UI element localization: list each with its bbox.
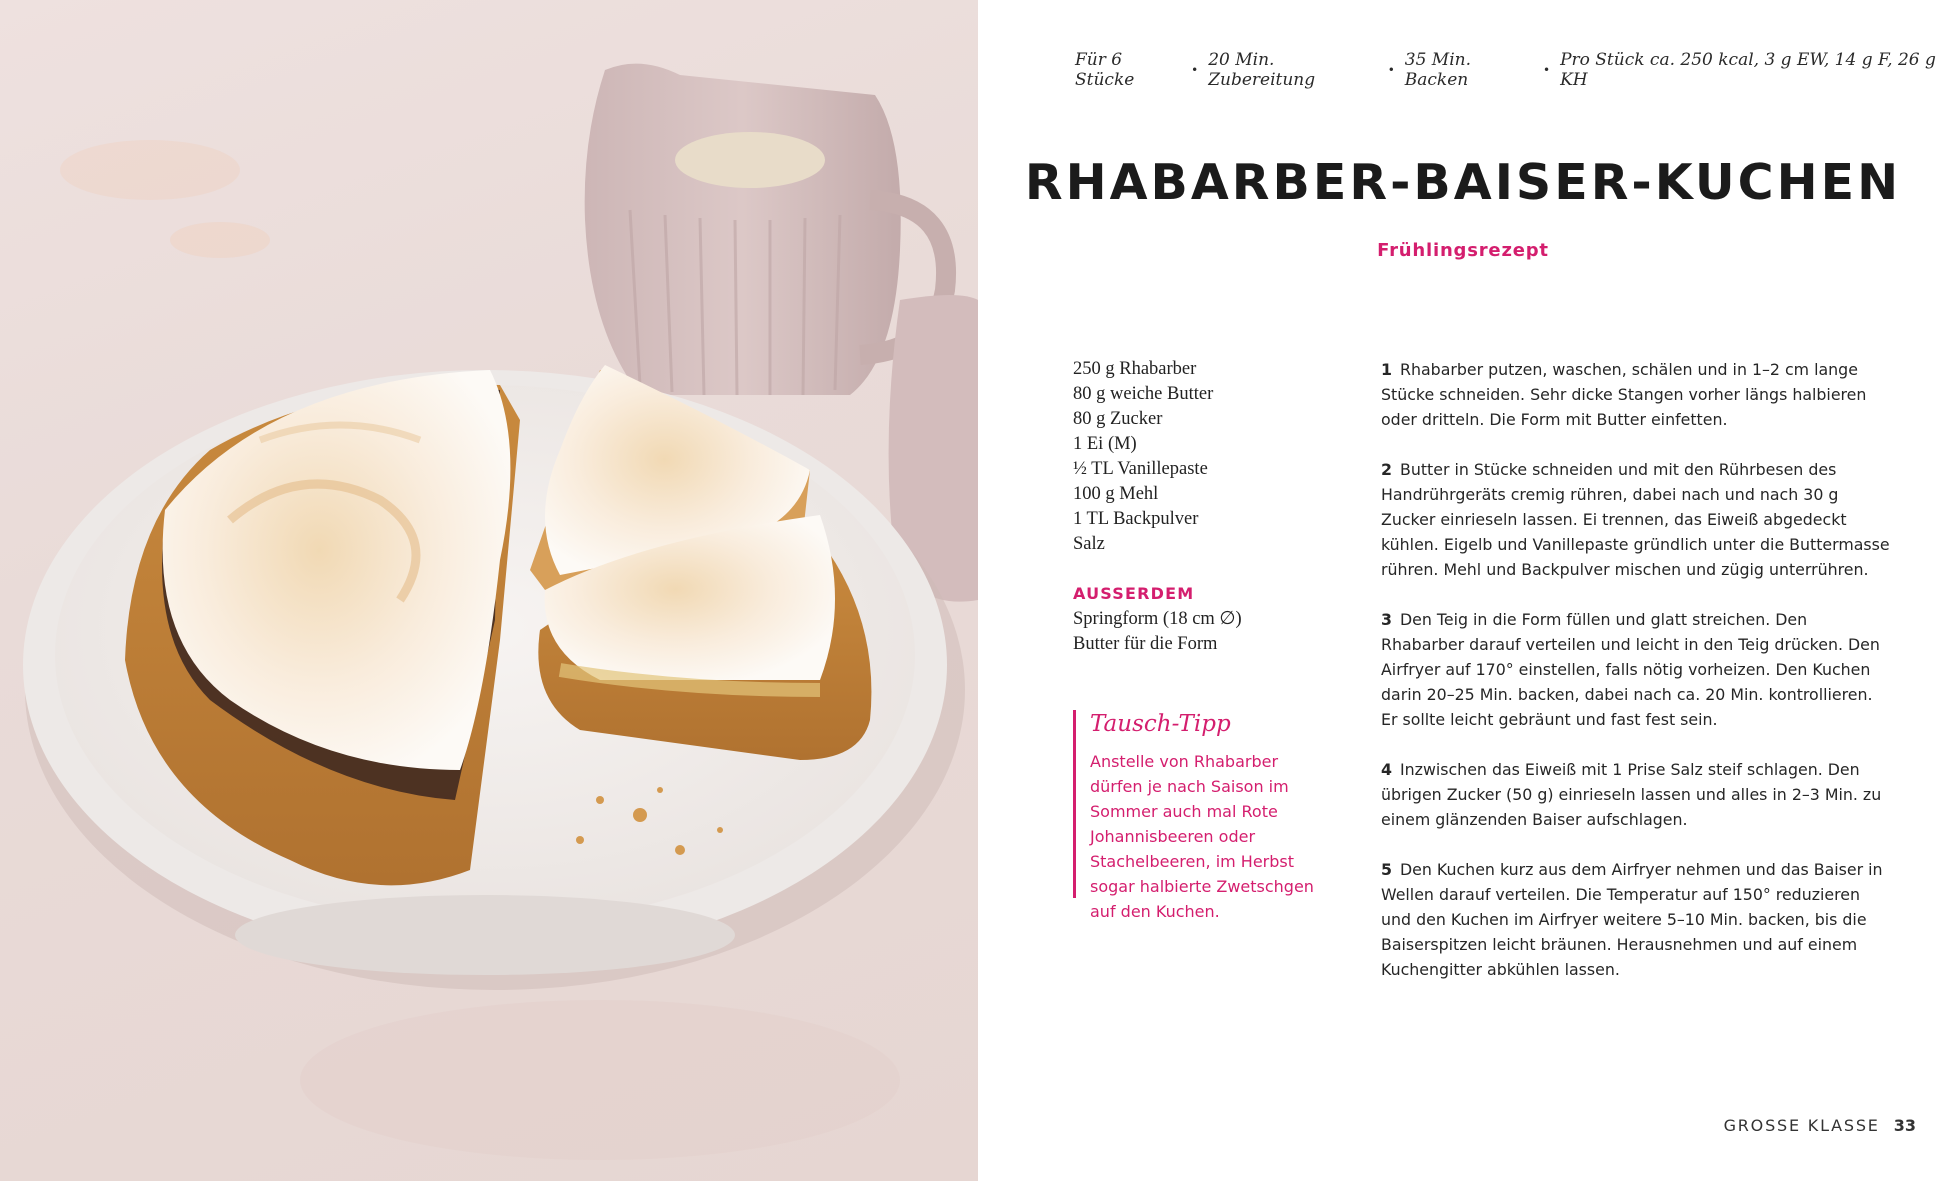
recipe-meta (978, 50, 1948, 90)
prep-time: 20 Min. Zubereitung (1208, 50, 1316, 90)
meta-separator: • (1191, 63, 1199, 77)
step-item (1381, 857, 1891, 982)
ingredient-item: 80 g Zucker (1073, 409, 1163, 429)
step-text: Butter in Stücke schneiden und mit den Rührbesen des Handrührgeräts cremig rühren, dabei nach und nach 30 g Zucker einrieseln lassen. Ei trennen, das Eiweiß abgedeckt kühlen. Eigelb und Vanillepaste gründlich unter die Buttermasse rühren. Mehl und Backpulver mischen und zügig unterrühren. (1381, 460, 1890, 579)
step-text: Den Teig in die Form füllen und glatt streichen. Den Rhabarber darauf verteilen und leicht in den Teig drücken. Den Airfryer auf 170° einstellen, falls nötig vorheizen. Den Kuchen darin 20–25 Min. backen, dabei nach ca. 20 Min. kontrollieren. Er sollte leicht gebräunt und fast fest sein. (1381, 610, 1880, 729)
recipe-subtitle: Frühlingsrezept (1377, 240, 1549, 261)
step-list (1381, 357, 1891, 1007)
tip-text: Anstelle von Rhabarber dürfen je nach Saison im Sommer auch mal Rote Johannisbeeren oder Stachelbeeren, im Herbst sogar halbierte Zwetschgen auf den Kuchen. (1090, 752, 1314, 921)
step-number: 1 (1381, 360, 1392, 379)
step-item (1381, 357, 1891, 432)
step-number: 3 (1381, 610, 1392, 629)
step-text: Den Kuchen kurz aus dem Airfryer nehmen und das Baiser in Wellen darauf verteilen. Die Temperatur auf 150° reduzieren und den Kuchen im Airfryer weitere 5–10 Min. backen, bis die Baiserspitzen leicht bräunen. Herausnehmen und auf einem Kuchengitter abkühlen lassen. (1381, 860, 1883, 979)
step-text: Inzwischen das Eiweiß mit 1 Prise Salz steif schlagen. Den übrigen Zucker (50 g) einrieseln lassen und alles in 2–3 Min. zu einem glänzenden Baiser aufschlagen. (1381, 760, 1882, 829)
step-number: 5 (1381, 860, 1392, 879)
bake-time: 35 Min. Backen (1404, 50, 1471, 90)
extra-list (1073, 607, 1333, 657)
ingredient-item: ½ TL Vanillepaste (1073, 459, 1208, 479)
section-name: GROSSE KLASSE (1723, 1116, 1880, 1135)
extra-heading: AUSSERDEM (1073, 584, 1195, 603)
milk-jug (585, 64, 946, 395)
meta-separator: • (1543, 63, 1551, 77)
page-footer (1724, 1116, 1916, 1135)
recipe-title: RHABARBER-BAISER-KUCHEN (1024, 154, 1902, 211)
step-item (1381, 607, 1891, 732)
step-item (1381, 457, 1891, 582)
ingredient-list (1073, 357, 1333, 557)
step-number: 4 (1381, 760, 1392, 779)
step-number: 2 (1381, 460, 1392, 479)
step-item (1381, 757, 1891, 832)
ingredient-item: 100 g Mehl (1073, 484, 1159, 504)
page-number: 33 (1893, 1116, 1916, 1135)
meta-separator: • (1387, 63, 1395, 77)
recipe-page (978, 0, 1948, 1181)
tip-box (1073, 710, 1333, 921)
ingredient-item: 1 TL Backpulver (1073, 509, 1199, 529)
ingredient-item: 1 Ei (M) (1073, 434, 1137, 454)
ingredient-item: Salz (1073, 534, 1105, 554)
ingredient-item: 250 g Rhabarber (1073, 359, 1197, 379)
extra-item: Butter für die Form (1073, 634, 1218, 654)
extra-item: Springform (18 cm ∅) (1073, 609, 1242, 629)
ingredient-item: 80 g weiche Butter (1073, 384, 1214, 404)
tip-heading: Tausch-Tipp (1090, 711, 1231, 737)
nutrition: Pro Stück ca. 250 kcal, 3 g EW, 14 g F, 26 g KH (1560, 50, 1936, 90)
servings: Für 6 Stücke (1075, 50, 1135, 90)
step-text: Rhabarber putzen, waschen, schälen und in 1–2 cm lange Stücke schneiden. Sehr dicke Stangen vorher längs halbieren oder dritteln. Die Form mit Butter einfetten. (1381, 360, 1867, 429)
